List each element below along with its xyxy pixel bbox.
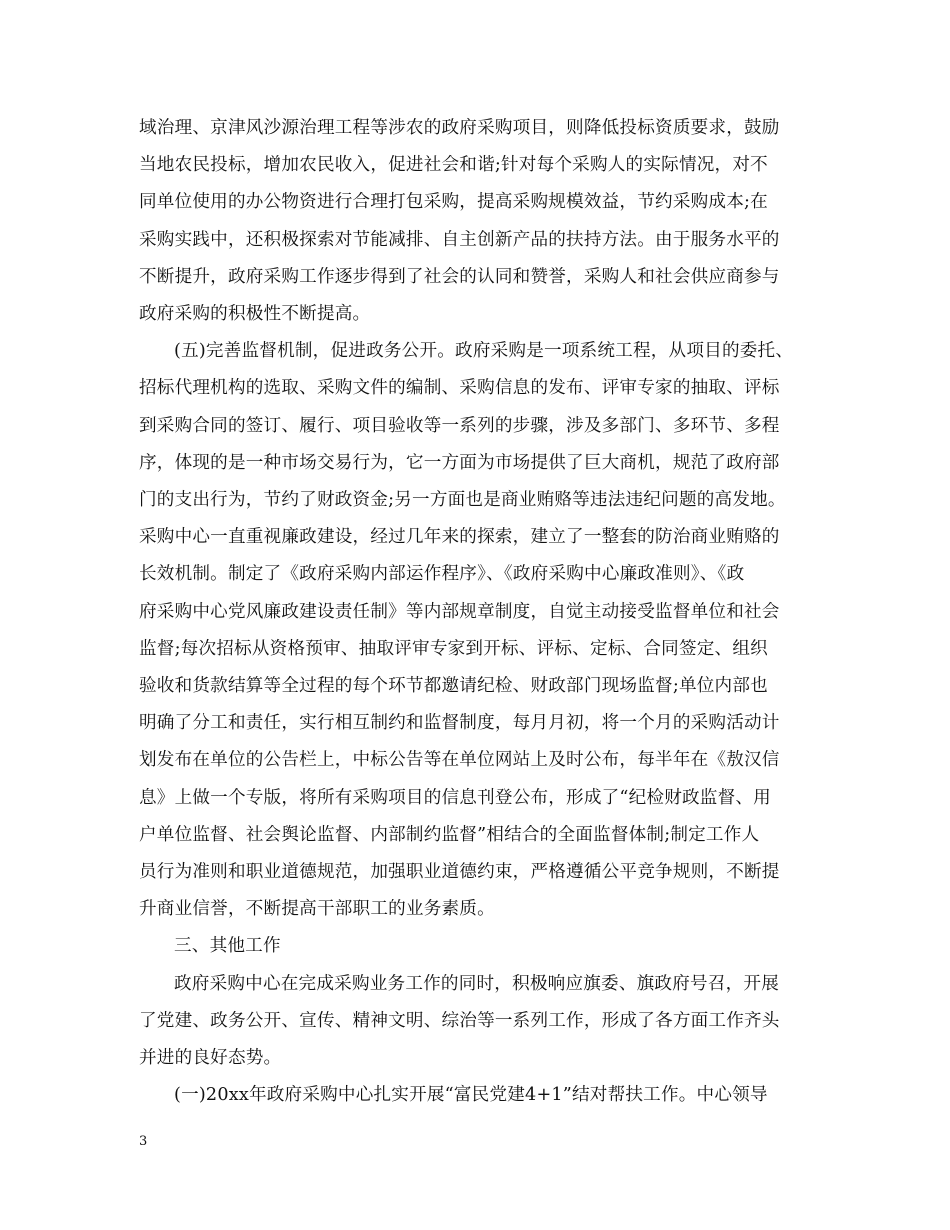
text-line: 长效机制。制定了《政府采购内部运作程序》、《政府采购中心廉政准则》、《政 <box>139 564 745 584</box>
text-line: 同单位使用的办公物资进行合理打包采购，提高采购规模效益，节约采购成本;在 <box>139 192 768 212</box>
text-line: 政府采购的积极性不断提高。 <box>139 304 371 324</box>
text-line: 员行为准则和职业道德规范，加强职业道德约束，严格遵循公平竞争规则，不断提 <box>139 862 780 882</box>
text-line: 当地农民投标，增加农民收入，促进社会和谐;针对每个采购人的实际情况，对不 <box>139 155 768 175</box>
text-line: 不断提升，政府采购工作逐步得到了社会的认同和赞誉，采购人和社会供应商参与 <box>139 267 780 287</box>
text-line: 域治理、京津风沙源治理工程等涉农的政府采购项目，则降低投标资质要求，鼓励 <box>139 118 780 138</box>
section-heading-one: (一)20xx年政府采购中心扎实开展“富民党建4+1”结对帮扶工作。中心领导 <box>174 1085 768 1105</box>
text-line: 采购实践中，还积极探索对节能减排、自主创新产品的扶持方法。由于服务水平的 <box>139 230 780 250</box>
section-heading-three: 三、其他工作 <box>174 936 281 956</box>
page-number: 3 <box>139 1134 148 1149</box>
text-line: 到采购合同的签订、履行、项目验收等一系列的步骤，涉及多部门、多环节、多程 <box>139 416 780 436</box>
text-line: 监督;每次招标从资格预审、抽取评审专家到开标、评标、定标、合同签定、组织 <box>139 639 768 659</box>
text-line: 了党建、政务公开、宣传、精神文明、综治等一系列工作，形成了各方面工作齐头 <box>139 1011 780 1031</box>
text-line: 采购中心一直重视廉政建设，经过几年来的探索，建立了一整套的防治商业贿赂的 <box>139 527 780 547</box>
text-line: 息》上做一个专版，将所有采购项目的信息刊登公布，形成了“纪检财政监督、用 <box>139 788 771 808</box>
text-line: 序，体现的是一种市场交易行为，它一方面为市场提供了巨大商机，规范了政府部 <box>139 453 780 473</box>
text-line: 明确了分工和责任，实行相互制约和监督制度，每月月初，将一个月的采购活动计 <box>139 713 780 733</box>
text-line: 府采购中心党风廉政建设责任制》等内部规章制度，自觉主动接受监督单位和社会 <box>139 602 780 622</box>
text-line: 政府采购中心在完成采购业务工作的同时，积极响应旗委、旗政府号召，开展 <box>174 974 779 994</box>
text-line: 划发布在单位的公告栏上，中标公告等在单位网站上及时公布，每半年在《敖汉信 <box>139 750 780 770</box>
text-line: 升商业信誉，不断提高干部职工的业务素质。 <box>139 899 495 919</box>
section-heading-five: (五)完善监督机制，促进政务公开。政府采购是一项系统工程，从项目的委托、 <box>174 341 794 361</box>
text-line: 并进的良好态势。 <box>139 1048 282 1068</box>
text-line: 户单位监督、社会舆论监督、内部制约监督”相结合的全面监督体制;制定工作人 <box>139 825 760 845</box>
text-line: 验收和货款结算等全过程的每个环节都邀请纪检、财政部门现场监督;单位内部也 <box>139 676 768 696</box>
text-line: 招标代理机构的选取、采购文件的编制、采购信息的发布、评审专家的抽取、评标 <box>139 378 780 398</box>
text-line: 门的支出行为，节约了财政资金;另一方面也是商业贿赂等违法违纪问题的高发地。 <box>139 490 786 510</box>
